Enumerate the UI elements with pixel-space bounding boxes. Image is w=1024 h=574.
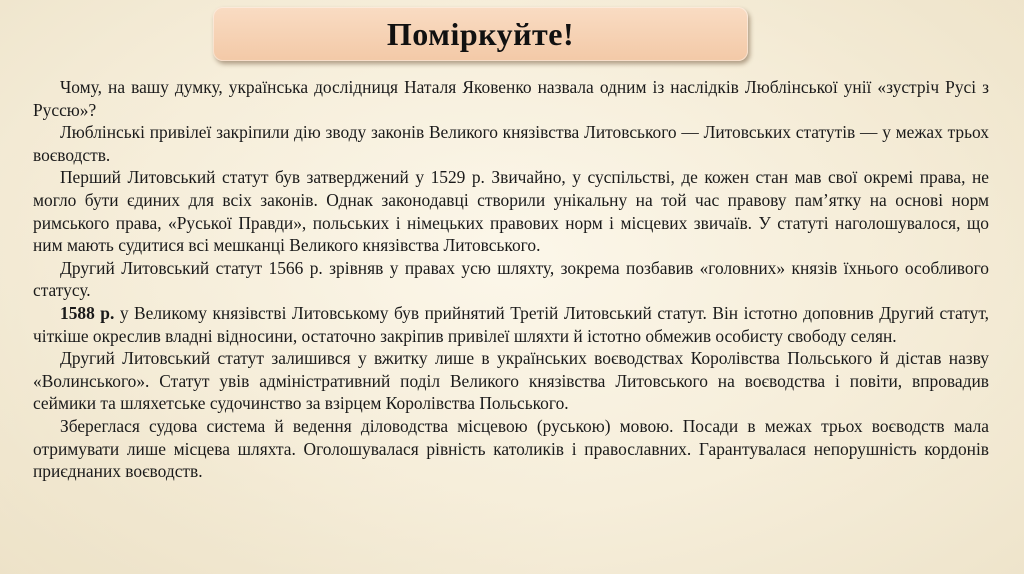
paragraph-third-statute-text: у Великому князівстві Литовському був прийнятий Третій Литовський статут. Він істотно доповнив Другий статут, чіткіше окреслив владні відносини, остаточно закріпив привілеї шляхти й істотно обмежив особисту свободу селян. — [33, 302, 989, 346]
paragraph-second-statute: Другий Литовський статут 1566 р. зрівняв у правах усю шляхту, зокрема позбавив «головних» князів їхнього особливого статусу. — [33, 257, 989, 301]
paragraph-volyn-statute: Другий Литовський статут залишився у вжитку лише в українських воєводствах Королівства Польського й дістав назву «Волинського». Статут увів адміністративний поділ Великого князівства Литовського на воєводства і повіти, впровадив сеймики та шляхетське судочинство за взірцем Королівства Польського. — [33, 348, 989, 414]
paragraph-question: Чому, на вашу думку, українська дослідниця Наталя Яковенко назвала одним із наслідків Люблінської унії «зустріч Русі з Руссю»? — [33, 77, 989, 120]
paragraph-first-statute: Перший Литовський статут був затверджений у 1529 р. Звичайно, у суспільстві, де кожен стан мав свої окремі права, не могло бути єдиних для всіх законів. Однак законодавці створили унікальну на той час правову пам’ятку на основі норм римського права, «Руської Правди», польських і німецьких правових норм і місцевих звичаїв. У статуті наголошувалося, що ним мають судитися всі мешканці Великого князівства Литовського. — [33, 167, 989, 256]
slide-title: Поміркуйте! — [386, 15, 575, 52]
paragraph-court-system: Збереглася судова система й ведення діловодства місцевою (руською) мовою. Посади в межах трьох воєводств мала отримувати лише місцева шляхта. Оголошувалася рівність католиків і православних. Гарантувалася непорушність кордонів приєднаних воєводств. — [33, 415, 989, 482]
title-banner — [213, 7, 748, 61]
paragraph-third-statute — [33, 302, 989, 347]
paragraph-lublin-privileges: Люблінські привілеї закріпили дію зводу законів Великого князівства Литовського — Литовських статутів — у межах трьох воєводств. — [33, 122, 989, 165]
paragraph-third-statute-year: 1588 р. — [60, 302, 115, 323]
slide-body — [33, 76, 989, 483]
